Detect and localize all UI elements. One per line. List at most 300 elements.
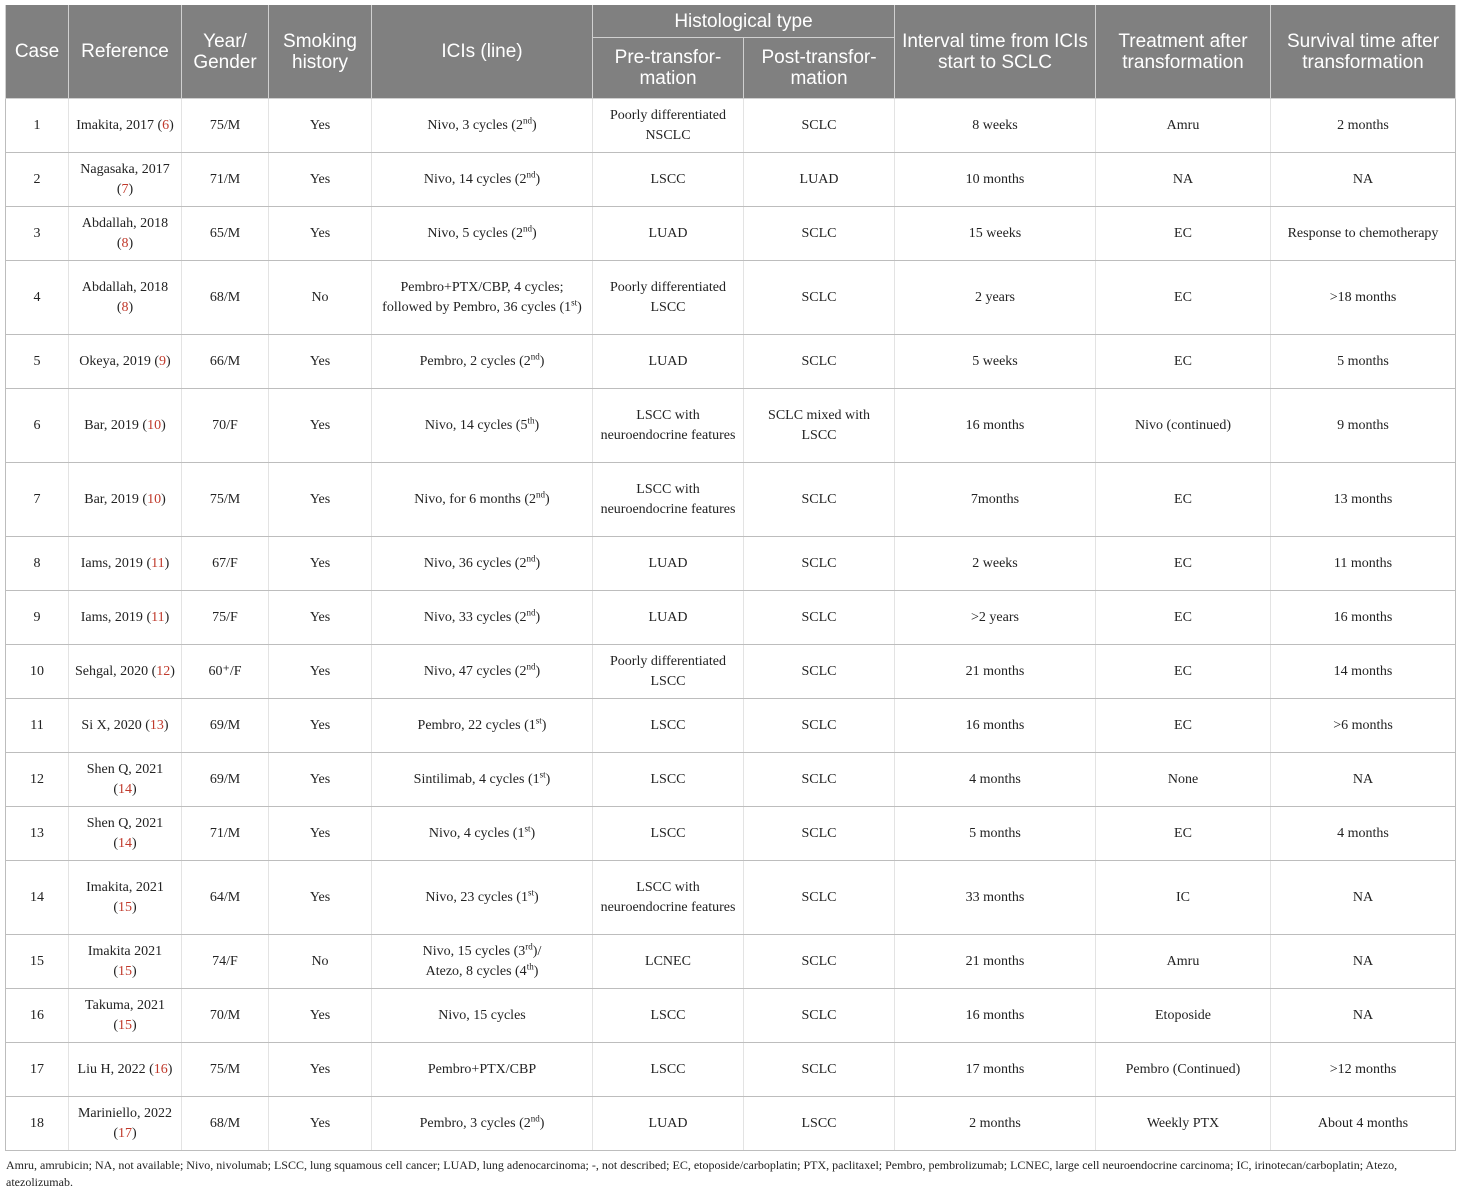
- cell-case: 4: [6, 261, 69, 335]
- cell-smoking: Yes: [269, 537, 372, 591]
- table-row: [6, 645, 1456, 699]
- reference-author: Abdallah, 2018: [81, 279, 169, 295]
- cell-post-transformation: SCLC: [744, 989, 895, 1043]
- cell-case: 17: [6, 1043, 69, 1097]
- cell-interval: 2 months: [895, 1097, 1096, 1151]
- cell-survival: Response to chemotherapy: [1271, 207, 1456, 261]
- cell-post-transformation: SCLC: [744, 935, 895, 989]
- ici-line-ordinal: st: [539, 768, 546, 779]
- cell-post-transformation: SCLC: [744, 463, 895, 537]
- cell-smoking: No: [269, 935, 372, 989]
- reference-link[interactable]: 10: [147, 491, 162, 507]
- cell-smoking: Yes: [269, 1043, 372, 1097]
- cell-year-gender: 70/M: [182, 989, 269, 1043]
- cell-survival: 11 months: [1271, 537, 1456, 591]
- cell-survival: 2 months: [1271, 99, 1456, 153]
- cell-reference: Si X, 2020 (13): [69, 699, 182, 753]
- cell-treatment: None: [1096, 753, 1271, 807]
- cell-interval: 16 months: [895, 699, 1096, 753]
- cell-pre-transformation: LSCC with neuroendocrine features: [593, 463, 744, 537]
- cell-treatment: EC: [1096, 591, 1271, 645]
- cell-icis: [372, 1097, 593, 1151]
- cell-interval: 15 weeks: [895, 207, 1096, 261]
- cell-treatment: Pembro (Continued): [1096, 1043, 1271, 1097]
- cell-case: 14: [6, 861, 69, 935]
- ici-line-ordinal: st: [535, 714, 542, 725]
- cell-post-transformation: SCLC: [744, 807, 895, 861]
- cell-treatment: EC: [1096, 645, 1271, 699]
- reference-link[interactable]: 13: [149, 717, 164, 733]
- cell-reference: Bar, 2019 (10): [69, 463, 182, 537]
- reference-author: Bar, 2019: [84, 491, 139, 507]
- ici-text-tail: ): [531, 225, 537, 241]
- reference-author: Takuma, 2021: [85, 997, 165, 1013]
- header-year-gender: Year/ Gender: [182, 5, 269, 99]
- reference-link[interactable]: 11: [151, 609, 165, 625]
- header-interval-time: Interval time from ICIs start to SCLC: [895, 5, 1096, 99]
- reference-link[interactable]: 8: [121, 235, 129, 251]
- cell-treatment: EC: [1096, 261, 1271, 335]
- cell-treatment: EC: [1096, 335, 1271, 389]
- ici-text-tail: ): [535, 663, 541, 679]
- cell-pre-transformation: LUAD: [593, 335, 744, 389]
- cell-reference: Sehgal, 2020 (12): [69, 645, 182, 699]
- cell-icis: [372, 645, 593, 699]
- cell-reference: Abdallah, 2018 (8): [69, 261, 182, 335]
- cell-year-gender: 75/M: [182, 463, 269, 537]
- cell-smoking: No: [269, 261, 372, 335]
- cell-icis: [372, 1043, 593, 1097]
- cell-survival: NA: [1271, 753, 1456, 807]
- cell-icis: [372, 99, 593, 153]
- ici-line-ordinal: st: [527, 886, 534, 897]
- cell-post-transformation: SCLC: [744, 861, 895, 935]
- cell-case: 11: [6, 699, 69, 753]
- header-pre-transformation: Pre-transfor- mation: [593, 38, 744, 99]
- cell-survival: 16 months: [1271, 591, 1456, 645]
- cell-smoking: Yes: [269, 1097, 372, 1151]
- reference-link[interactable]: 12: [156, 663, 171, 679]
- ici-text: Pembro+PTX/CBP: [427, 1061, 537, 1077]
- cell-reference: Iams, 2019 (11): [69, 537, 182, 591]
- cell-icis: [372, 153, 593, 207]
- header-post-transformation: Post-transfor- mation: [744, 38, 895, 99]
- cell-interval: 16 months: [895, 389, 1096, 463]
- cell-post-transformation: LUAD: [744, 153, 895, 207]
- cell-smoking: Yes: [269, 861, 372, 935]
- reference-author: Iams, 2019: [80, 609, 143, 625]
- cell-year-gender: 74/F: [182, 935, 269, 989]
- cell-case: 5: [6, 335, 69, 389]
- table-row: [6, 861, 1456, 935]
- cell-interval: 21 months: [895, 645, 1096, 699]
- cell-pre-transformation: LSCC: [593, 753, 744, 807]
- cell-treatment: Nivo (continued): [1096, 389, 1271, 463]
- cell-icis: [372, 463, 593, 537]
- ici-text: Nivo, 5 cycles (2: [427, 225, 523, 241]
- cell-reference: Shen Q, 2021 (14): [69, 753, 182, 807]
- cell-pre-transformation: LSCC with neuroendocrine features: [593, 389, 744, 463]
- cell-interval: 5 months: [895, 807, 1096, 861]
- cell-icis: [372, 699, 593, 753]
- ici-line-ordinal: nd: [530, 350, 540, 361]
- cell-interval: 8 weeks: [895, 99, 1096, 153]
- cell-pre-transformation: Poorly differentiated LSCC: [593, 261, 744, 335]
- cell-smoking: Yes: [269, 989, 372, 1043]
- header-histological-type: Histological type: [593, 5, 895, 38]
- cell-smoking: Yes: [269, 153, 372, 207]
- cell-year-gender: 69/M: [182, 699, 269, 753]
- cell-interval: 2 years: [895, 261, 1096, 335]
- reference-link[interactable]: 17: [118, 1125, 132, 1141]
- ici-text-tail: ): [533, 963, 539, 979]
- cell-year-gender: 66/M: [182, 335, 269, 389]
- cell-treatment: NA: [1096, 153, 1271, 207]
- ici-text: Nivo, 33 cycles (2: [423, 609, 527, 625]
- cell-smoking: Yes: [269, 207, 372, 261]
- reference-author: Abdallah, 2018: [81, 215, 169, 231]
- table-row: [6, 591, 1456, 645]
- cell-pre-transformation: Poorly differentiated LSCC: [593, 645, 744, 699]
- ici-text: Nivo, 15 cycles (3: [422, 943, 526, 959]
- cell-case: 9: [6, 591, 69, 645]
- ici-text-tail: ): [545, 491, 550, 507]
- ici-text-tail: ): [535, 555, 541, 571]
- cell-pre-transformation: LSCC with neuroendocrine features: [593, 861, 744, 935]
- reference-author: Nagasaka, 2017: [80, 161, 170, 177]
- ici-text-tail: ): [534, 417, 540, 433]
- ici-text-tail: ): [541, 717, 547, 733]
- cell-treatment: EC: [1096, 463, 1271, 537]
- cell-icis: [372, 261, 593, 335]
- ici-text-tail: ): [535, 171, 541, 187]
- ici-text: Nivo, 36 cycles (2: [423, 555, 527, 571]
- cell-smoking: Yes: [269, 335, 372, 389]
- cell-case: 16: [6, 989, 69, 1043]
- ici-text: Sintilimab, 4 cycles (1: [413, 771, 540, 787]
- cell-year-gender: 69/M: [182, 753, 269, 807]
- header-reference: Reference: [69, 5, 182, 99]
- cell-year-gender: 75/M: [182, 99, 269, 153]
- ici-text: Pembro, 22 cycles (1: [417, 717, 536, 733]
- cell-interval: 17 months: [895, 1043, 1096, 1097]
- cell-pre-transformation: LSCC: [593, 699, 744, 753]
- cell-case: 2: [6, 153, 69, 207]
- table-row: [6, 261, 1456, 335]
- cell-post-transformation: SCLC: [744, 99, 895, 153]
- table-row: [6, 935, 1456, 989]
- ici-text-tail: ): [535, 609, 541, 625]
- cell-case: 1: [6, 99, 69, 153]
- cell-smoking: Yes: [269, 807, 372, 861]
- reference-author: Imakita 2021: [87, 943, 163, 959]
- reference-author: Okeya, 2019: [79, 353, 151, 369]
- cell-reference: Takuma, 2021 (15): [69, 989, 182, 1043]
- ici-line-ordinal: th: [526, 960, 534, 971]
- table-row: [6, 99, 1456, 153]
- table-container: [5, 5, 1455, 1191]
- ici-text: Nivo, 3 cycles (2: [427, 117, 523, 133]
- cell-reference: Iams, 2019 (11): [69, 591, 182, 645]
- cell-case: 3: [6, 207, 69, 261]
- table-row: [6, 537, 1456, 591]
- cell-year-gender: 68/M: [182, 1097, 269, 1151]
- cell-reference: Imakita 2021 (15): [69, 935, 182, 989]
- cell-survival: NA: [1271, 935, 1456, 989]
- reference-link[interactable]: 14: [118, 781, 132, 797]
- ici-text: Nivo, 23 cycles (1: [425, 889, 528, 905]
- cell-reference: Okeya, 2019 (9): [69, 335, 182, 389]
- ici-line-ordinal: st: [571, 296, 578, 307]
- cell-post-transformation: SCLC: [744, 207, 895, 261]
- cell-icis: [372, 537, 593, 591]
- cell-survival: 5 months: [1271, 335, 1456, 389]
- cell-case: 6: [6, 389, 69, 463]
- ici-text: Nivo, 14 cycles (5: [424, 417, 528, 433]
- reference-author: Iams, 2019: [80, 555, 143, 571]
- ici-text-tail: ): [531, 117, 537, 133]
- cell-treatment: Weekly PTX: [1096, 1097, 1271, 1151]
- ici-line-ordinal: nd: [530, 1112, 540, 1123]
- cell-survival: 4 months: [1271, 807, 1456, 861]
- cell-year-gender: 75/M: [182, 1043, 269, 1097]
- cell-pre-transformation: LCNEC: [593, 935, 744, 989]
- reference-link[interactable]: 15: [118, 899, 132, 915]
- table-row: [6, 389, 1456, 463]
- cell-interval: 16 months: [895, 989, 1096, 1043]
- cell-pre-transformation: LSCC: [593, 1043, 744, 1097]
- reference-link[interactable]: 11: [151, 555, 165, 571]
- cell-survival: NA: [1271, 989, 1456, 1043]
- cell-post-transformation: LSCC: [744, 1097, 895, 1151]
- cell-reference: Imakita, 2021 (15): [69, 861, 182, 935]
- cell-pre-transformation: LUAD: [593, 591, 744, 645]
- cell-year-gender: 75/F: [182, 591, 269, 645]
- ici-line-ordinal: th: [527, 414, 535, 425]
- ici-line-ordinal: nd: [526, 552, 536, 563]
- cell-treatment: EC: [1096, 207, 1271, 261]
- cell-case: 7: [6, 463, 69, 537]
- cell-interval: 33 months: [895, 861, 1096, 935]
- cell-pre-transformation: LUAD: [593, 1097, 744, 1151]
- ici-text: Atezo, 8 cycles (4: [425, 963, 527, 979]
- ici-text: Nivo, 14 cycles (2: [423, 171, 527, 187]
- cell-year-gender: 64/M: [182, 861, 269, 935]
- cell-smoking: Yes: [269, 99, 372, 153]
- cell-interval: 7months: [895, 463, 1096, 537]
- cell-year-gender: 65/M: [182, 207, 269, 261]
- case-table: [5, 5, 1456, 1151]
- cell-reference: Mariniello, 2022 (17): [69, 1097, 182, 1151]
- cell-post-transformation: SCLC: [744, 537, 895, 591]
- cell-smoking: Yes: [269, 645, 372, 699]
- cell-icis: [372, 389, 593, 463]
- cell-icis: [372, 807, 593, 861]
- cell-year-gender: 71/M: [182, 153, 269, 207]
- ici-line-ordinal: nd: [522, 114, 532, 125]
- cell-survival: NA: [1271, 861, 1456, 935]
- cell-icis: [372, 861, 593, 935]
- reference-link[interactable]: 7: [121, 181, 129, 197]
- reference-author: Shen Q, 2021: [86, 815, 164, 831]
- cell-treatment: EC: [1096, 537, 1271, 591]
- cell-post-transformation: SCLC mixed with LSCC: [744, 389, 895, 463]
- cell-smoking: Yes: [269, 463, 372, 537]
- cell-year-gender: 70/F: [182, 389, 269, 463]
- table-header: [6, 5, 1456, 99]
- cell-interval: >2 years: [895, 591, 1096, 645]
- cell-post-transformation: SCLC: [744, 699, 895, 753]
- cell-post-transformation: SCLC: [744, 753, 895, 807]
- cell-treatment: EC: [1096, 807, 1271, 861]
- cell-survival: >18 months: [1271, 261, 1456, 335]
- cell-reference: Bar, 2019 (10): [69, 389, 182, 463]
- reference-link[interactable]: 15: [118, 963, 132, 979]
- cell-survival: NA: [1271, 153, 1456, 207]
- reference-author: Sehgal, 2020: [75, 663, 149, 679]
- cell-case: 12: [6, 753, 69, 807]
- cell-reference: Nagasaka, 2017 (7): [69, 153, 182, 207]
- table-row: [6, 753, 1456, 807]
- reference-author: Si X, 2020: [81, 717, 142, 733]
- header-smoking-history: Smoking history: [269, 5, 372, 99]
- cell-icis: [372, 207, 593, 261]
- table-row: [6, 1043, 1456, 1097]
- table-footnote: Amru, amrubicin; NA, not available; Nivo, nivolumab; LSCC, lung squamous cell cancer; LUAD, lung adenocarcinoma; -, not described; EC, etoposide/carboplatin; PTX, paclitaxel; Pembro, pembrolizumab; LCNEC, large cell neuroendocrine carcinoma; IC, irinotecan/carboplatin; Atezo, atezolizumab.: [6, 1158, 1398, 1189]
- cell-treatment: Amru: [1096, 935, 1271, 989]
- reference-author: Shen Q, 2021: [86, 761, 164, 777]
- ici-text: Pembro, 2 cycles (2: [419, 353, 531, 369]
- reference-author: Bar, 2019: [84, 417, 139, 433]
- cell-reference: Shen Q, 2021 (14): [69, 807, 182, 861]
- ici-line-ordinal: nd: [536, 488, 546, 499]
- cell-case: 10: [6, 645, 69, 699]
- reference-link[interactable]: 9: [159, 353, 167, 369]
- cell-pre-transformation: LSCC: [593, 153, 744, 207]
- cell-treatment: Amru: [1096, 99, 1271, 153]
- cell-pre-transformation: LSCC: [593, 989, 744, 1043]
- cell-post-transformation: SCLC: [744, 335, 895, 389]
- cell-treatment: Etoposide: [1096, 989, 1271, 1043]
- table-row: [6, 1097, 1456, 1151]
- header-icis-line: ICIs (line): [372, 5, 593, 99]
- cell-case: 13: [6, 807, 69, 861]
- ici-line-ordinal: st: [524, 822, 531, 833]
- ici-text: Nivo, for 6 months (2: [414, 491, 537, 507]
- table-row: [6, 207, 1456, 261]
- table-row: [6, 989, 1456, 1043]
- table-row: [6, 335, 1456, 389]
- cell-survival: 13 months: [1271, 463, 1456, 537]
- ici-text: Nivo, 47 cycles (2: [423, 663, 527, 679]
- table-row: [6, 153, 1456, 207]
- cell-interval: 10 months: [895, 153, 1096, 207]
- cell-interval: 2 weeks: [895, 537, 1096, 591]
- cell-interval: 21 months: [895, 935, 1096, 989]
- reference-link[interactable]: 15: [118, 1017, 132, 1033]
- ici-text-tail: ): [539, 1115, 545, 1131]
- cell-icis: [372, 935, 593, 989]
- cell-reference: Imakita, 2017 (6): [69, 99, 182, 153]
- ici-text: Nivo, 15 cycles: [438, 1007, 526, 1023]
- reference-link[interactable]: 14: [118, 835, 132, 851]
- cell-pre-transformation: Poorly differentiated NSCLC: [593, 99, 744, 153]
- ici-text: Pembro+PTX/CBP, 4 cycles; followed by Pembro, 36 cycles (1: [382, 279, 572, 315]
- cell-year-gender: 60⁺/F: [182, 645, 269, 699]
- cell-survival: >12 months: [1271, 1043, 1456, 1097]
- header-case: Case: [6, 5, 69, 99]
- cell-smoking: Yes: [269, 699, 372, 753]
- cell-year-gender: 71/M: [182, 807, 269, 861]
- cell-smoking: Yes: [269, 591, 372, 645]
- cell-icis: [372, 335, 593, 389]
- cell-pre-transformation: LSCC: [593, 807, 744, 861]
- reference-link[interactable]: 10: [147, 417, 162, 433]
- ici-text: Pembro, 3 cycles (2: [419, 1115, 531, 1131]
- cell-year-gender: 68/M: [182, 261, 269, 335]
- cell-year-gender: 67/F: [182, 537, 269, 591]
- cell-case: 8: [6, 537, 69, 591]
- cell-post-transformation: SCLC: [744, 591, 895, 645]
- table-row: [6, 463, 1456, 537]
- ici-text-tail: ): [534, 889, 539, 905]
- cell-post-transformation: SCLC: [744, 1043, 895, 1097]
- ici-line-ordinal: nd: [526, 660, 536, 671]
- cell-smoking: Yes: [269, 389, 372, 463]
- cell-post-transformation: SCLC: [744, 261, 895, 335]
- cell-treatment: IC: [1096, 861, 1271, 935]
- cell-post-transformation: SCLC: [744, 645, 895, 699]
- reference-author: Imakita, 2021: [86, 879, 164, 895]
- cell-interval: 4 months: [895, 753, 1096, 807]
- reference-author: Liu H, 2022: [77, 1061, 146, 1077]
- ici-text-tail: ): [577, 299, 582, 315]
- cell-pre-transformation: LUAD: [593, 207, 744, 261]
- ici-text-tail: ): [530, 825, 536, 841]
- cell-survival: >6 months: [1271, 699, 1456, 753]
- ici-text: Nivo, 4 cycles (1: [428, 825, 525, 841]
- ici-text-tail: )/: [532, 943, 542, 959]
- cell-case: 18: [6, 1097, 69, 1151]
- cell-treatment: EC: [1096, 699, 1271, 753]
- table-body: [6, 99, 1456, 1151]
- ici-line-ordinal: nd: [522, 222, 532, 233]
- ici-text-tail: ): [545, 771, 551, 787]
- cell-smoking: Yes: [269, 753, 372, 807]
- cell-icis: [372, 753, 593, 807]
- ici-line-ordinal: rd: [525, 940, 533, 951]
- cell-interval: 5 weeks: [895, 335, 1096, 389]
- reference-link[interactable]: 6: [162, 117, 170, 133]
- cell-icis: [372, 989, 593, 1043]
- cell-reference: Abdallah, 2018 (8): [69, 207, 182, 261]
- ici-text-tail: ): [539, 353, 545, 369]
- ici-line-ordinal: nd: [526, 606, 536, 617]
- reference-author: Imakita, 2017: [76, 117, 154, 133]
- cell-pre-transformation: LUAD: [593, 537, 744, 591]
- table-row: [6, 807, 1456, 861]
- cell-survival: About 4 months: [1271, 1097, 1456, 1151]
- table-row: [6, 699, 1456, 753]
- reference-link[interactable]: 8: [121, 299, 129, 315]
- header-treatment: Treatment after transformation: [1096, 5, 1271, 99]
- header-survival-time: Survival time after transformation: [1271, 5, 1456, 99]
- cell-case: 15: [6, 935, 69, 989]
- reference-link[interactable]: 16: [153, 1061, 168, 1077]
- reference-author: Mariniello, 2022: [77, 1105, 173, 1121]
- cell-reference: Liu H, 2022 (16): [69, 1043, 182, 1097]
- cell-icis: [372, 591, 593, 645]
